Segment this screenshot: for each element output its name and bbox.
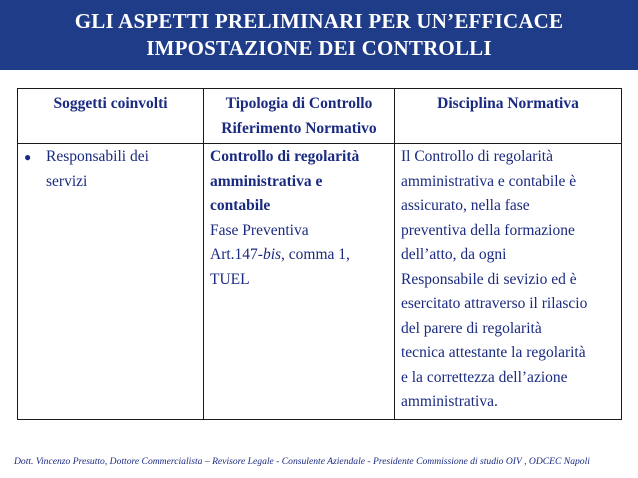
header-riferimento-label: Riferimento Normativo xyxy=(221,119,377,137)
articolo-prefix: Art.147- xyxy=(210,246,263,263)
title-line-1: GLI ASPETTI PRELIMINARI PER UN’EFFICACE xyxy=(74,9,564,33)
header-disciplina-label: Disciplina Normativa xyxy=(437,95,579,112)
tipologia-line-3: contabile xyxy=(210,197,271,214)
table-row xyxy=(18,144,622,420)
disciplina-line: del parere di regolarità xyxy=(401,319,542,337)
header-soggetti xyxy=(18,89,204,144)
cell-disciplina xyxy=(395,144,622,420)
disciplina-line: Il Controllo di regolarità xyxy=(401,148,553,165)
disciplina-line: Responsabile di sevizio ed è xyxy=(401,270,577,288)
bullet-item xyxy=(24,145,197,194)
disciplina-line: amministrativa e contabile è xyxy=(401,172,577,190)
disciplina-line: dell’atto, da ogni xyxy=(401,246,507,263)
title-line-2: IMPOSTAZIONE DEI CONTROLLI xyxy=(146,36,492,60)
soggetti-line-1: Responsabili dei xyxy=(46,148,149,165)
bullet-icon: ● xyxy=(24,150,32,164)
fase-preventiva: Fase Preventiva xyxy=(210,221,309,239)
articolo-suffix: , comma 1, xyxy=(281,246,350,263)
tipologia-line-2: amministrativa e xyxy=(210,172,323,190)
disciplina-line: tecnica attestante la regolarità xyxy=(401,344,586,361)
disciplina-line: preventiva della formazione xyxy=(401,221,575,239)
tipologia-line-1: Controllo di regolarità xyxy=(210,148,360,165)
disciplina-line: e la correttezza dell’azione xyxy=(401,368,568,386)
cell-tipologia xyxy=(204,144,395,420)
tuel: TUEL xyxy=(210,270,250,288)
disciplina-line: assicurato, nella fase xyxy=(401,197,530,214)
soggetti-line-2: servizi xyxy=(46,172,88,190)
disciplina-line: esercitato attraverso il rilascio xyxy=(401,295,588,312)
header-tipologia-label: Tipologia di Controllo xyxy=(225,95,373,112)
footer-credits: Dott. Vincenzo Presutto, Dottore Commercialista – Revisore Legale - Consulente Aziendale - Presidente Commissione di studio OIV , ODCEC Napoli xyxy=(14,456,590,467)
cell-soggetti xyxy=(18,144,204,420)
header-disciplina xyxy=(395,89,622,144)
header-tipologia xyxy=(204,89,395,144)
articolo-bis: bis xyxy=(262,246,282,263)
controls-table xyxy=(17,88,622,420)
header-soggetti-label: Soggetti coinvolti xyxy=(53,95,168,112)
table-header-row xyxy=(18,89,622,144)
disciplina-line: amministrativa. xyxy=(401,393,498,410)
title-band xyxy=(0,0,638,70)
articolo-riferimento xyxy=(210,243,388,268)
